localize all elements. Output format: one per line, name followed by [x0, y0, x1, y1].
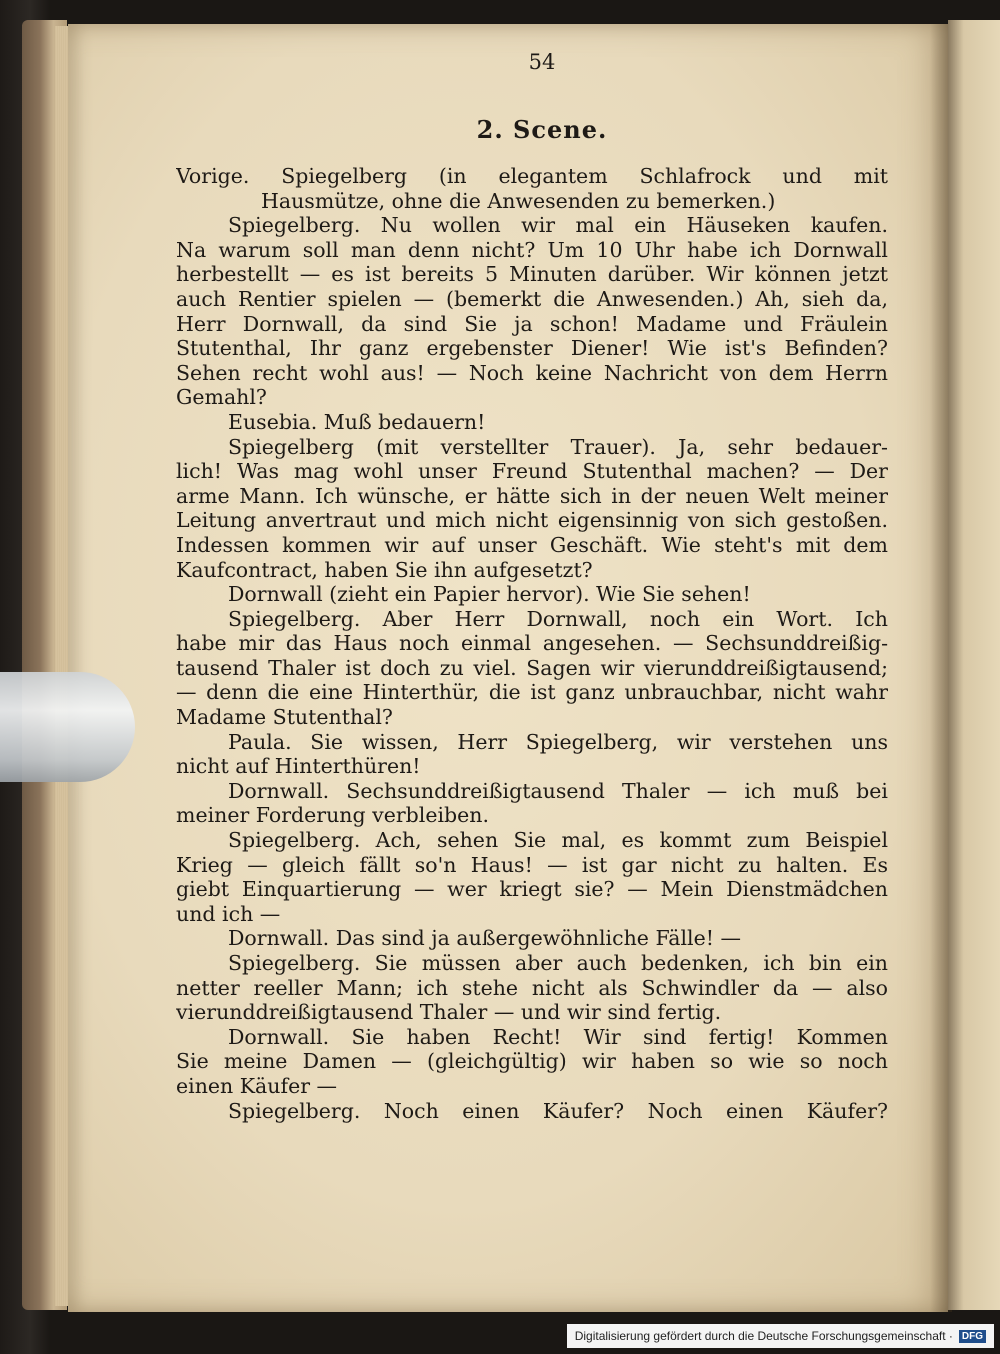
dfg-logo: DFG: [959, 1330, 986, 1343]
text-line: lich! Was mag wohl unser Freund Stutenthal machen? — Der: [176, 459, 888, 484]
scene-title: 2. Scene.: [476, 115, 608, 144]
text-line: Vorige. Spiegelberg (in elegantem Schlafrock und mit: [176, 164, 888, 188]
text-line: nicht auf Hinterthüren!: [176, 754, 421, 779]
text-line: Herr Dornwall, da sind Sie ja schon! Madame und Fräulein: [176, 311, 888, 336]
text-line: Leitung anvertraut und mich nicht eigensinnig von sich gestoßen.: [176, 508, 888, 533]
text-line: Krieg — gleich fällt so'n Haus! — ist gar nicht zu halten. Es: [176, 852, 888, 877]
text-line: netter reeller Mann; ich stehe nicht als Schwindler da — also: [176, 975, 888, 1000]
text-line: Dornwall. Sie haben Recht! Wir sind fertig! Kommen: [228, 1024, 888, 1049]
scanner-thumb: [0, 672, 135, 782]
text-line: Dornwall. Sechsunddreißigtausend Thaler — ich muß bei: [228, 778, 888, 803]
text-line: herbestellt — es ist bereits 5 Minuten darüber. Wir können jetzt: [176, 262, 888, 287]
text-line: Kaufcontract, haben Sie ihn aufgesetzt?: [176, 557, 593, 582]
text-line: meiner Forderung verbleiben.: [176, 803, 489, 828]
text-line: arme Mann. Ich wünsche, er hätte sich in der neuen Welt meiner: [176, 483, 888, 508]
page-number: 54: [528, 50, 556, 74]
text-line: Hausmütze, ohne die Anwesenden zu bemerken.): [261, 188, 776, 213]
text-line: Sehen recht wohl aus! — Noch keine Nachricht von dem Herrn: [176, 360, 888, 385]
text-line: giebt Einquartierung — wer kriegt sie? — Mein Dienstmädchen: [176, 877, 888, 902]
text-line: Spiegelberg. Ach, sehen Sie mal, es kommt zum Beispiel: [228, 828, 888, 853]
text-line: Spiegelberg. Aber Herr Dornwall, noch ein Wort. Ich: [228, 606, 888, 631]
digitization-footer: [567, 1324, 994, 1348]
text-line: Spiegelberg. Noch einen Käufer? Noch einen Käufer?: [228, 1098, 888, 1123]
text-line: Spiegelberg (mit verstellter Trauer). Ja, sehr bedauer-: [228, 434, 888, 459]
text-line: Stutenthal, Ihr ganz ergebenster Diener! Wie ist's Befinden?: [176, 336, 888, 361]
text-lines: [176, 164, 888, 1123]
text-line: Indessen kommen wir auf unser Geschäft. Wie steht's mit dem: [176, 532, 888, 557]
text-line: Spiegelberg. Sie müssen aber auch bedenken, ich bin ein: [228, 951, 888, 975]
text-line: Na warum soll man denn nicht? Um 10 Uhr habe ich Dornwall: [176, 237, 888, 262]
text-line: Madame Stutenthal?: [176, 705, 393, 730]
text-line: Dornwall. Das sind ja außergewöhnliche Fälle! —: [228, 926, 742, 951]
text-line: Sie meine Damen — (gleichgültig) wir haben so wie so noch: [176, 1049, 888, 1074]
text-line: habe mir das Haus noch einmal angesehen. — Sechsunddreißig-: [176, 631, 888, 656]
text-line: und ich —: [176, 901, 281, 926]
page-text: [176, 42, 888, 1123]
text-line: Gemahl?: [176, 385, 267, 410]
facing-page-edge: [948, 20, 1000, 1310]
text-line: einen Käufer —: [176, 1073, 338, 1098]
text-line: — denn die eine Hinterthür, die ist ganz unbrauchbar, nicht wahr: [176, 680, 888, 705]
text-line: tausend Thaler ist doch zu viel. Sagen wir vierunddreißigtausend;: [176, 655, 888, 680]
text-line: auch Rentier spielen — (bemerkt die Anwesenden.) Ah, sieh da,: [176, 286, 888, 311]
text-line: Spiegelberg. Nu wollen wir mal ein Häuseken kaufen.: [228, 213, 888, 238]
text-line: Eusebia. Muß bedauern!: [228, 409, 486, 434]
footer-text: Digitalisierung gefördert durch die Deutsche Forschungsgemeinschaft ·: [574, 1329, 953, 1343]
text-line: Paula. Sie wissen, Herr Spiegelberg, wir verstehen uns: [228, 729, 888, 754]
text-line: vierunddreißigtausend Thaler — und wir sind fertig.: [176, 1000, 722, 1025]
text-line: Dornwall (zieht ein Papier hervor). Wie Sie sehen!: [228, 582, 751, 607]
